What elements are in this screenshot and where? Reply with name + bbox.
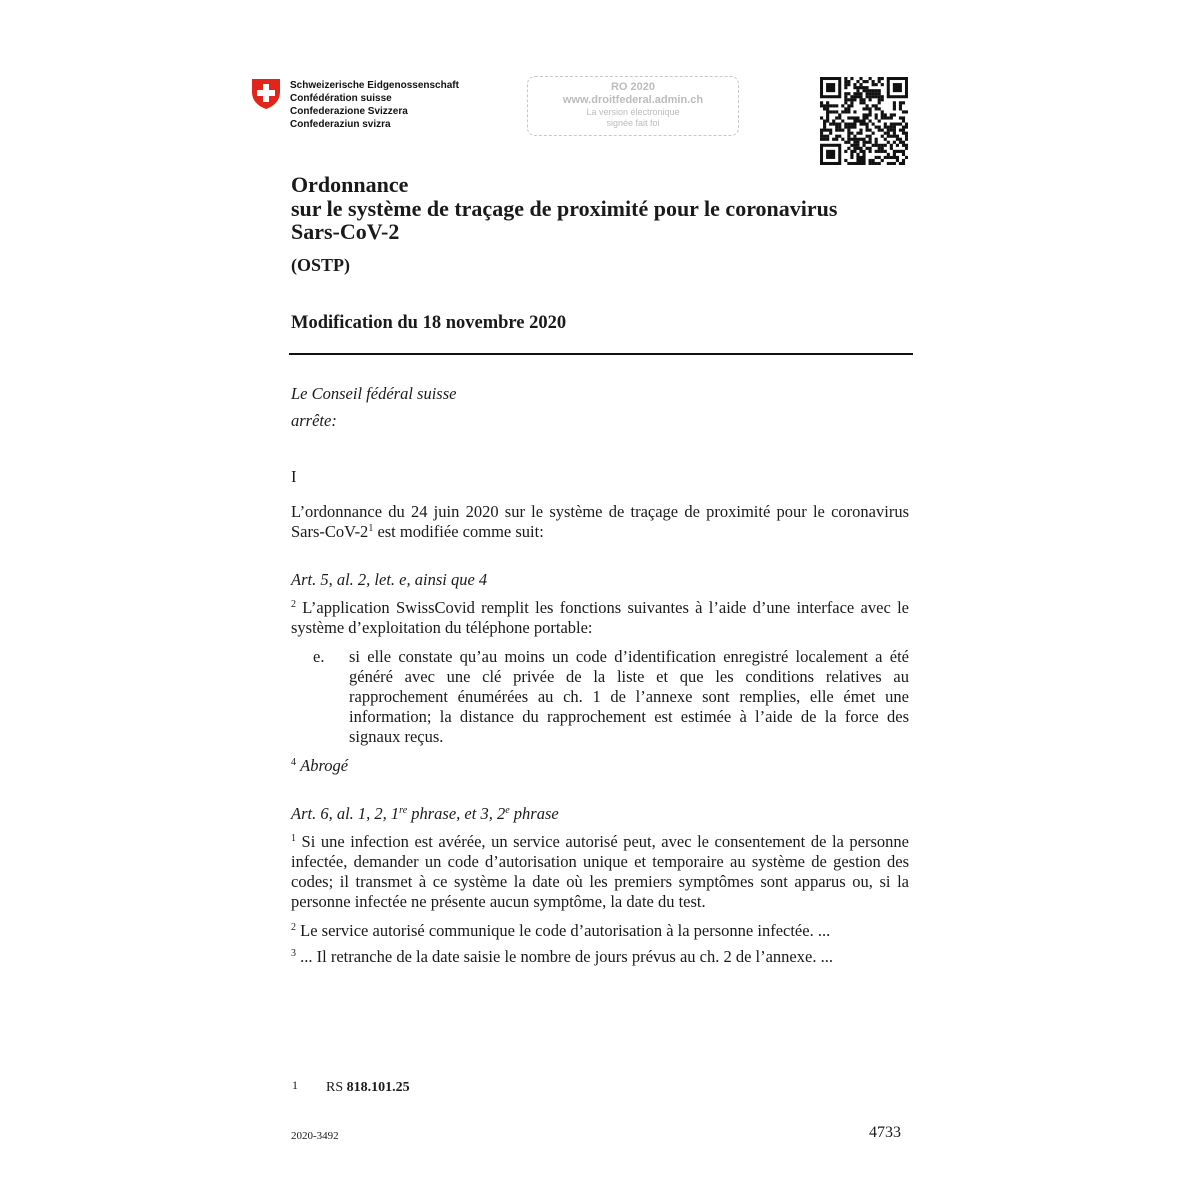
art6-al3 — [291, 947, 833, 967]
art6-al2-text: Le service autorisé communique le code d’autorisation à la personne infectée. ... — [296, 921, 831, 940]
art5-al2-text: L’application SwissCovid remplit les fonctions suivantes à l’aide d’une interface avec le système d’exploitation du téléphone portable: — [291, 598, 909, 637]
title-line-2: sur le système de traçage de proximité pour le coronavirus — [291, 195, 838, 221]
art6-al1 — [291, 832, 909, 912]
confederation-name-rm: Confederaziun svizra — [290, 119, 391, 130]
section-intro-end: est modifiée comme suit: — [373, 522, 544, 541]
art6-al2 — [291, 921, 830, 941]
art5-al2 — [291, 598, 909, 638]
stamp-ro: RO 2020 — [610, 81, 656, 93]
confederation-name-de: Schweizerische Eidgenossenschaft — [290, 80, 459, 91]
art6-al1-number: 1 — [291, 833, 296, 844]
footnote-prefix: RS — [326, 1080, 347, 1095]
modification-date: Modification du 18 novembre 2020 — [291, 313, 567, 333]
footnote-text — [326, 1080, 410, 1096]
art5-item-text: si elle constate qu’au moins un code d’identification enregistré localement a été généré avec une clé privée de la liste et que les conditions relatives au rapprochement énumérées au ch. 1 de l’annexe sont remplies, elle émet une information; la distance du rapprochement est estimée à l’aide de la force des signaux reçus. — [349, 647, 909, 746]
preamble-verb: arrête: — [291, 411, 337, 430]
title-line-3: Sars-CoV-2 — [291, 219, 400, 244]
stamp-url: www.droitfederal.admin.ch — [562, 94, 704, 106]
art6-al2-number: 2 — [291, 922, 296, 933]
art6-heading-a: Art. 6, al. 1, 2, 1 — [291, 804, 400, 823]
art6-heading-sup2: e — [505, 805, 510, 816]
art5-al2-number: 2 — [291, 599, 296, 610]
confederation-name-fr: Confédération suisse — [290, 93, 392, 104]
confederation-names — [290, 79, 459, 131]
title-divider — [289, 353, 913, 355]
ordinance-title — [291, 173, 837, 244]
document-number: 2020-3492 — [291, 1130, 339, 1142]
qr-code-icon — [820, 77, 908, 165]
ordinance-abbreviation: (OSTP) — [291, 255, 351, 275]
swiss-coat-of-arms-icon — [251, 78, 281, 110]
art6-al1-text: Si une infection est avérée, un service autorisé peut, avec le consentement de la personne infectée, demander un code d’autorisation unique et temporaire au système de gestion des codes; il transmet à ce système la date où les premiers symptômes sont apparus ou, si la personne infectée ne présente aucun symptôme, la date du test. — [291, 832, 909, 911]
art6-al3-text: ... Il retranche de la date saisie le nombre de jours prévus au ch. 2 de l’annexe. ... — [296, 947, 833, 966]
page-number: 4733 — [869, 1124, 901, 1141]
footnote-ref-1[interactable]: 1 — [368, 523, 374, 534]
footnote-reference: 818.101.25 — [346, 1080, 410, 1095]
footnote-number: 1 — [292, 1078, 298, 1092]
art6-heading-sup1: re — [399, 805, 408, 816]
art5-heading: Art. 5, al. 2, let. e, ainsi que 4 — [291, 570, 488, 589]
section-intro — [291, 502, 909, 542]
art5-al4-number: 4 — [291, 757, 296, 768]
stamp-note-2: signée fait foi — [606, 118, 660, 128]
art5-al4-text: Abrogé — [300, 756, 349, 775]
title-line-1: Ordonnance — [291, 172, 409, 197]
art5-al4 — [291, 756, 348, 776]
section-numeral: I — [291, 467, 297, 486]
art6-heading-c: phrase — [509, 804, 559, 823]
stamp-note-1: La version électronique — [586, 107, 680, 117]
art5-item-letter: e. — [313, 647, 325, 666]
confederation-name-it: Confederazione Svizzera — [290, 106, 408, 117]
preamble-issuer: Le Conseil fédéral suisse — [291, 384, 457, 403]
electronic-version-stamp — [527, 76, 739, 136]
art6-al3-number: 3 — [291, 948, 296, 959]
art6-heading — [291, 804, 559, 824]
section-intro-text: L’ordonnance du 24 juin 2020 sur le système de traçage de proximité pour le coronavirus Sars-CoV-2 — [291, 502, 909, 541]
art6-heading-b: phrase, et 3, 2 — [407, 804, 506, 823]
